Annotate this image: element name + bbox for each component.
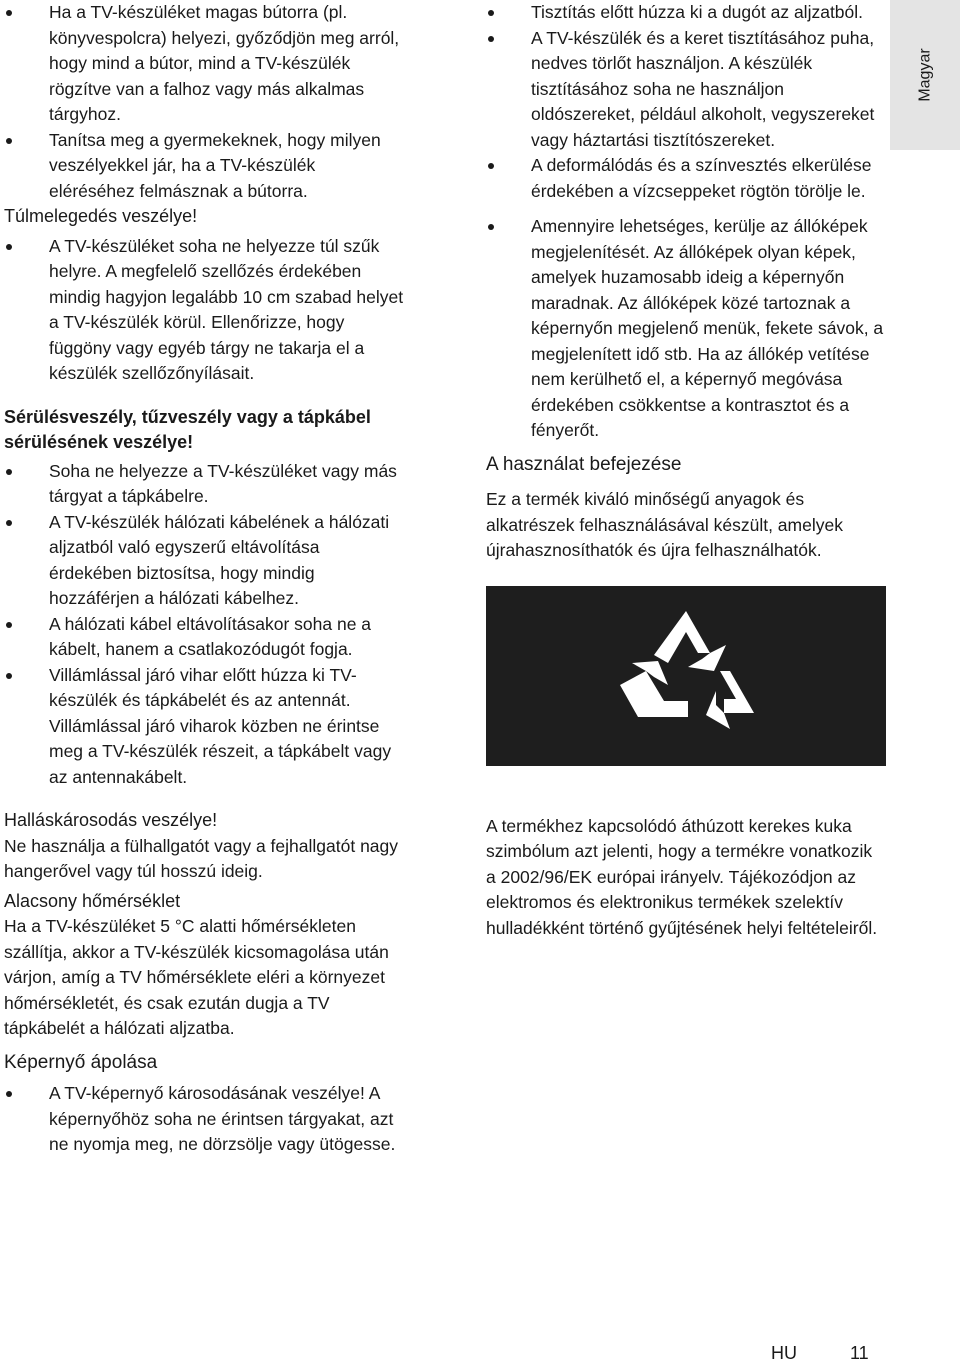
- list-item: Tisztítás előtt húzza ki a dugót az aljzatból.: [486, 0, 886, 26]
- list-item: Villámlással járó vihar előtt húzza ki TV-készülék és tápkábelét és az antennát. Villámlással járó viharok közben ne érintse meg a TV-készülék részeit, a tápkábelt vagy az antennakábelt.: [4, 663, 404, 791]
- lowtemp-heading: Alacsony hőmérséklet: [4, 890, 181, 911]
- list-item: A hálózati kábel eltávolításakor soha ne a kábelt, hanem a csatlakozódugót fogja.: [4, 612, 404, 663]
- injury-heading: Sérülésveszély, tűzveszély vagy a tápkábel sérülésének veszélye!: [4, 406, 371, 452]
- end-of-use-heading: A használat befejezése: [486, 453, 682, 475]
- overheat-list: [4, 234, 404, 387]
- care-list: [486, 0, 886, 444]
- footer-language: HU: [771, 1343, 797, 1363]
- list-item: Amennyire lehetséges, kerülje az állóképek megjelenítését. Az állóképek olyan képek, amelyek huzamosabb ideig a képernyőn maradnak. Az állóképek közé tartoznak a képernyőn megjelenő menük, fekete sávok, a megjelenített idő stb. Ha az állókép vetítése nem kerülhető el, a képernyő megóvása érdekében csökkentse a kontrasztot és a fényerőt.: [486, 214, 886, 444]
- list-item: A TV-készüléket soha ne helyezze túl szűk helyre. A megfelelő szellőzés érdekében mindig hagyjon legalább 10 cm szabad helyet a TV-készülék körül. Ellenőrizze, hogy függöny vagy egyéb tárgy ne takarja el a készülék szellőzőnyílásait.: [4, 234, 404, 387]
- overheat-heading: Túlmelegedés veszélye!: [4, 206, 198, 226]
- page-number: 11: [850, 1343, 869, 1363]
- intro-list: [4, 0, 404, 204]
- weee-text: A termékhez kapcsolódó áthúzott kerekes kuka szimbólum azt jelenti, hogy a termékre vonatkozik a 2002/96/EK európai irányelv. Tájékozódjon az elektromos és elektronikus termékek szelektív hulladékként történő gyűjtésének helyi feltételeiről.: [486, 815, 878, 938]
- language-tab: [890, 0, 960, 150]
- recycle-icon: [606, 601, 766, 751]
- lowtemp-text: Ha a TV-készüléket 5 °C alatti hőmérsékleten szállítja, akkor a TV-készülék kicsomagolása után várjon, amíg a TV hőmérséklete eléri a környezet hőmérsékletét, és csak ezután dugja a TV tápkábelét a hálózati aljzatba.: [4, 916, 389, 1038]
- end-of-use-text: Ez a termék kiváló minőségű anyagok és alkatrészek felhasználásával készült, amelyek újrahasznosíthatók és újra felhasználhatók.: [486, 489, 843, 560]
- hearing-text: Ne használja a fülhallgatót vagy a fejhallgatót nagy hangerővel vagy túl hosszú ideig.: [4, 835, 399, 881]
- list-item: Ha a TV-készüléket magas bútorra (pl. könyvespolcra) helyezi, győződjön meg arról, hogy mind a bútor, mind a TV-készülék rögzítve van a falhoz vagy más alkalmas tárgyhoz.: [4, 0, 404, 128]
- recycle-image: [486, 586, 886, 766]
- hearing-heading: Halláskárosodás veszélye!: [4, 810, 218, 830]
- screen-list: [4, 1081, 404, 1158]
- screen-heading: Képernyő ápolása: [4, 1051, 158, 1073]
- list-item: Tanítsa meg a gyermekeknek, hogy milyen veszélyekkel jár, ha a TV-készülék eléréséhez felmásznak a bútorra.: [4, 128, 404, 205]
- list-item: A TV-készülék és a keret tisztításához puha, nedves törlőt használjon. A készülék tisztításához soha ne használjon oldószereket, például alkoholt, vegyszereket vagy háztartási tisztítószereket.: [486, 26, 886, 154]
- list-item: Soha ne helyezze a TV-készüléket vagy más tárgyat a tápkábelre.: [4, 459, 404, 510]
- language-tab-label: Magyar: [916, 48, 934, 102]
- list-item: A TV-képernyő károsodásának veszélye! A képernyőhöz soha ne érintsen tárgyakat, azt ne nyomja meg, ne dörzsölje vagy ütögesse.: [4, 1081, 404, 1158]
- injury-list: [4, 459, 404, 791]
- list-item: A deformálódás és a színvesztés elkerülése érdekében a vízcseppeket rögtön törölje le.: [486, 153, 886, 204]
- left-column: [4, 0, 404, 1158]
- right-column: [486, 0, 886, 941]
- list-item: A TV-készülék hálózati kábelének a hálózati aljzatból való egyszerű eltávolítása érdekében biztosítsa, hogy mindig hozzáférjen a hálózati kábelhez.: [4, 510, 404, 612]
